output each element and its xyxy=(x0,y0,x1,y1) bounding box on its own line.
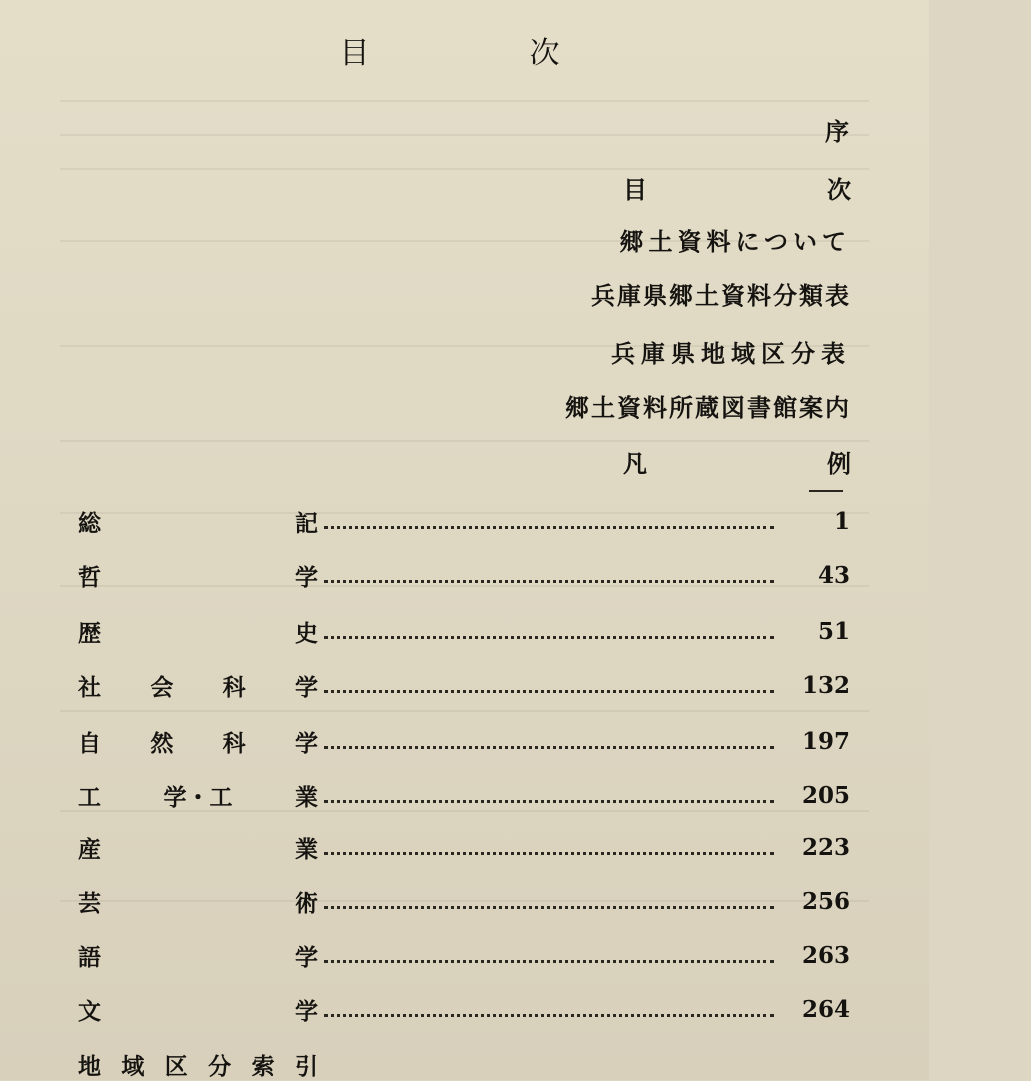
toc-entry-classification-table[interactable]: 兵庫県郷土資料分類表 xyxy=(591,281,851,310)
divider-mark xyxy=(809,490,843,492)
toc-entry-preface[interactable]: 序 xyxy=(825,117,851,146)
toc-row[interactable]: 歴 史 51 xyxy=(78,617,850,647)
toc-row[interactable]: 芸 術 256 xyxy=(78,887,850,917)
toc-row[interactable]: 総 記 1 xyxy=(78,507,850,537)
toc-row[interactable]: 自 然 科 学 197 xyxy=(78,727,850,757)
toc-entry-explanatory-notes[interactable]: 凡例 xyxy=(623,449,1031,478)
toc-row[interactable]: 哲 学 43 xyxy=(78,561,850,591)
toc-row[interactable]: 工 学・工 業 205 xyxy=(78,781,850,811)
toc-row[interactable]: 語 学 263 xyxy=(78,941,850,971)
toc-entry-contents[interactable]: 目次 xyxy=(623,175,1031,204)
toc-entry-region-index[interactable]: 地 域 区 分 索 引 xyxy=(78,1053,318,1080)
toc-entry-library-guide[interactable]: 郷土資料所蔵図書館案内 xyxy=(565,393,851,422)
toc-entry-about-local-materials[interactable]: 郷土資料について xyxy=(619,227,851,256)
page-title: 目次 xyxy=(339,36,720,71)
toc-entry-region-table[interactable]: 兵庫県地域区分表 xyxy=(611,339,851,368)
toc-row[interactable]: 産 業 223 xyxy=(78,833,850,863)
toc-row[interactable]: 文 学 264 xyxy=(78,995,850,1025)
toc-row[interactable]: 社 会 科 学 132 xyxy=(78,671,850,701)
